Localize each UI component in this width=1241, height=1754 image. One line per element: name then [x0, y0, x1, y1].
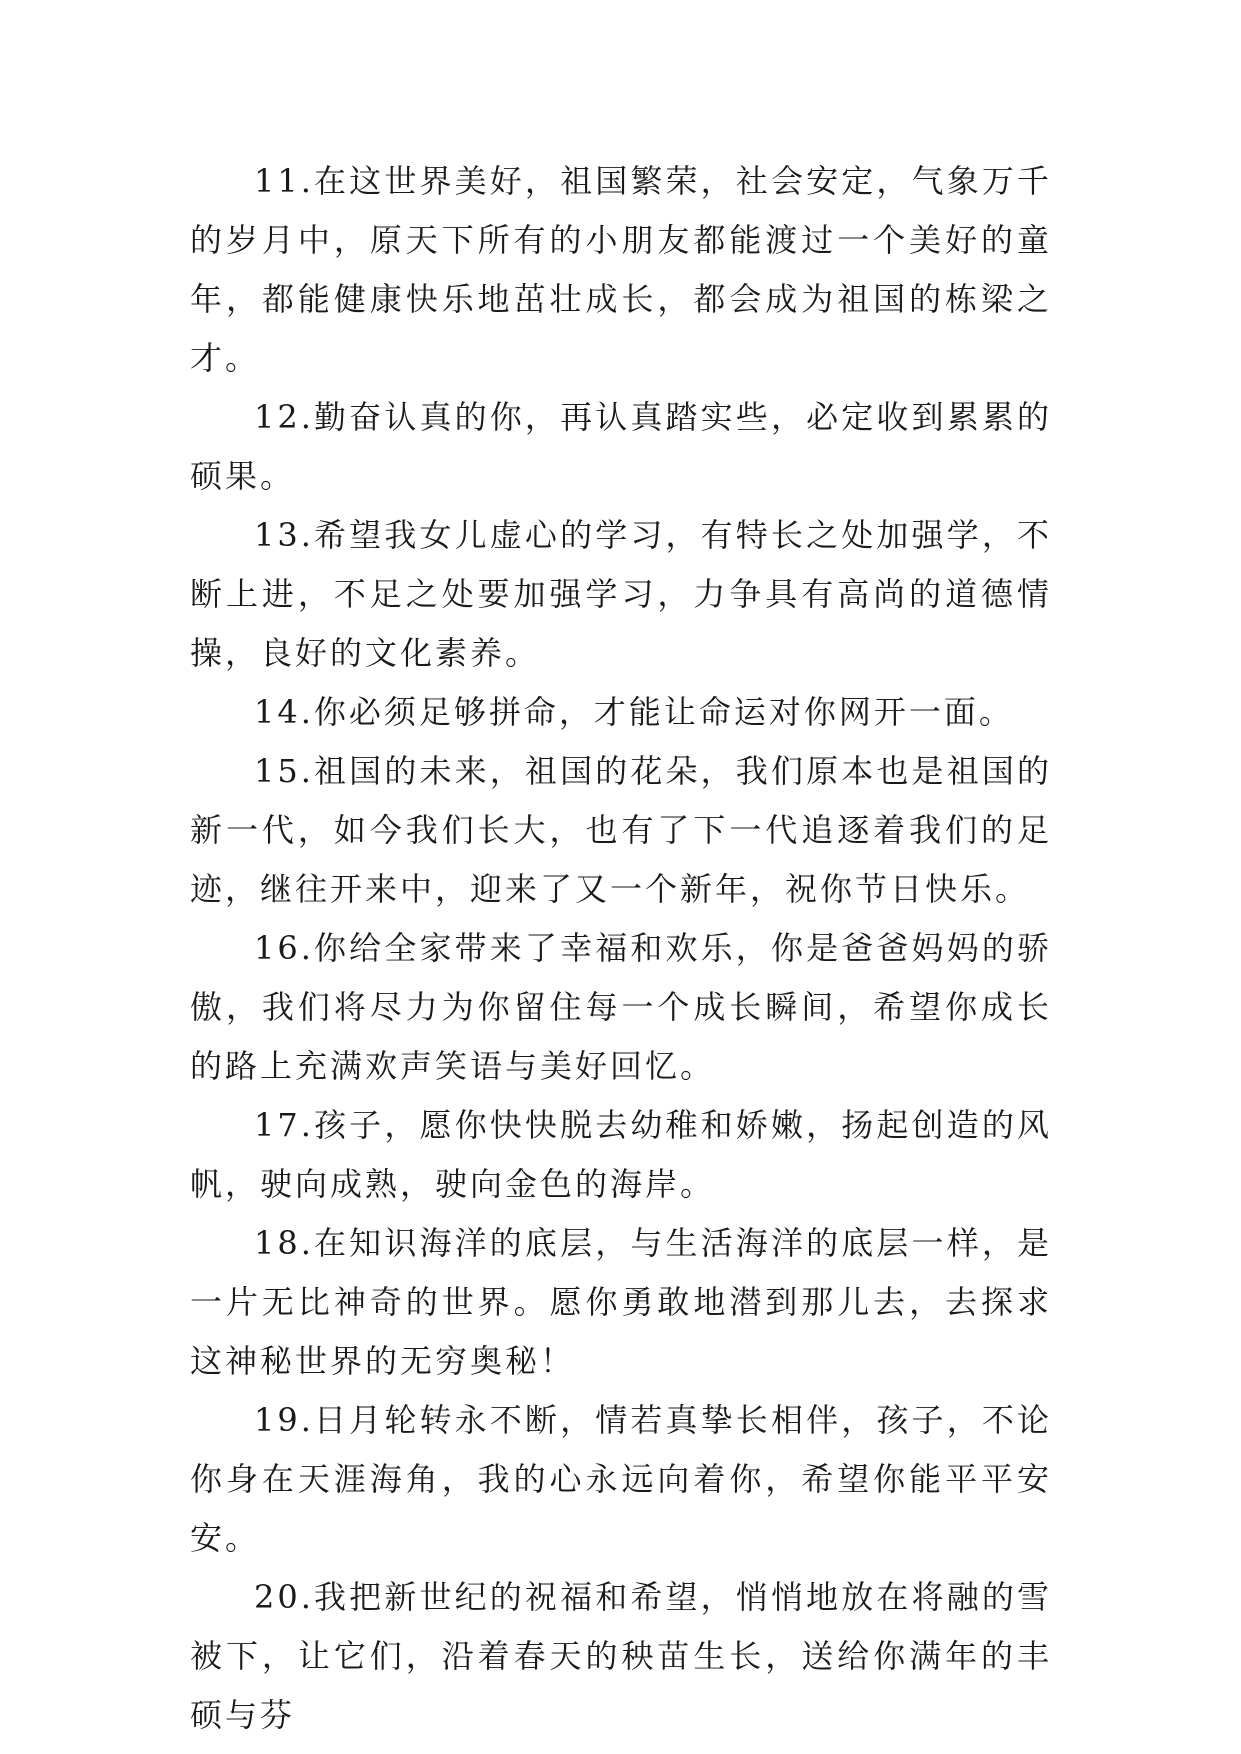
paragraph-19: 19.日月轮转永不断，情若真挚长相伴，孩子，不论你身在天涯海角，我的心永远向着你，希望你能平平安安。	[190, 1401, 1052, 1557]
document-body	[190, 152, 1052, 1745]
paragraph-18: 18.在知识海洋的底层，与生活海洋的底层一样，是一片无比神奇的世界。愿你勇敢地潜到那儿去，去探求这神秘世界的无穷奥秘！	[190, 1224, 1052, 1380]
paragraph-13: 13.希望我女儿虚心的学习，有特长之处加强学，不断上进，不足之处要加强学习，力争具有高尚的道德情操，良好的文化素养。	[190, 516, 1052, 672]
paragraph-14: 14.你必须足够拼命，才能让命运对你网开一面。	[254, 693, 1014, 731]
paragraph-15: 15.祖国的未来，祖国的花朵，我们原本也是祖国的新一代，如今我们长大，也有了下一代追逐着我们的足迹，继往开来中，迎来了又一个新年，祝你节日快乐。	[190, 752, 1052, 908]
paragraph-20: 20.我把新世纪的祝福和希望，悄悄地放在将融的雪被下，让它们，沿着春天的秧苗生长，送给你满年的丰硕与芬	[190, 1578, 1052, 1734]
paragraph-16: 16.你给全家带来了幸福和欢乐，你是爸爸妈妈的骄傲，我们将尽力为你留住每一个成长瞬间，希望你成长的路上充满欢声笑语与美好回忆。	[190, 929, 1052, 1085]
paragraph-17: 17.孩子，愿你快快脱去幼稚和娇嫩，扬起创造的风帆，驶向成熟，驶向金色的海岸。	[190, 1106, 1052, 1203]
paragraph-12: 12.勤奋认真的你，再认真踏实些，必定收到累累的硕果。	[190, 398, 1052, 495]
paragraph-11: 11.在这世界美好，祖国繁荣，社会安定，气象万千的岁月中，原天下所有的小朋友都能渡过一个美好的童年，都能健康快乐地茁壮成长，都会成为祖国的栋梁之才。	[190, 162, 1052, 377]
